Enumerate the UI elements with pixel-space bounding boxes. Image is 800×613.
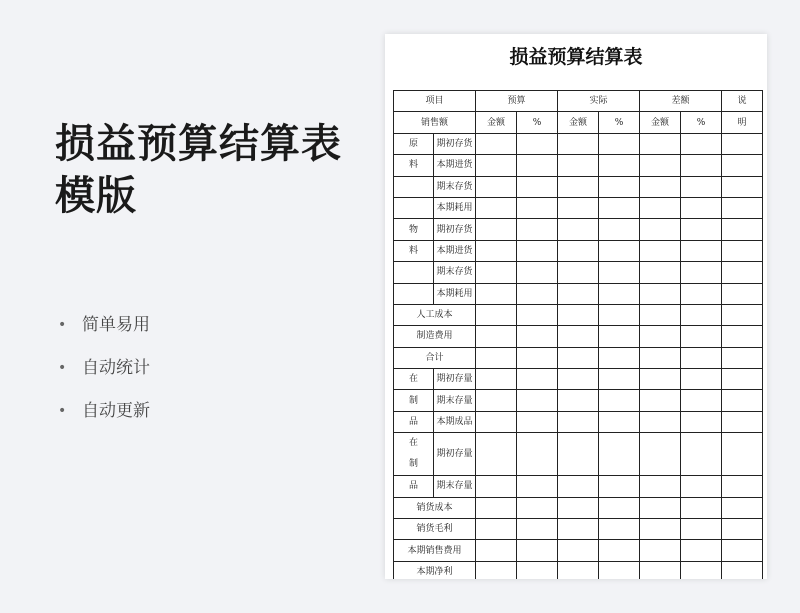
table-cell xyxy=(640,561,681,579)
table-row xyxy=(394,155,763,176)
table-row xyxy=(394,91,763,112)
table-cell xyxy=(394,197,434,218)
table-cell xyxy=(722,176,763,197)
table-cell xyxy=(558,219,599,240)
row-label: 销售额 xyxy=(394,112,476,133)
table-cell xyxy=(558,433,599,476)
table-cell xyxy=(517,176,558,197)
table-row xyxy=(394,347,763,368)
bullet-icon: • xyxy=(58,317,67,333)
table-cell xyxy=(599,497,640,518)
table-cell xyxy=(599,283,640,304)
table-cell xyxy=(640,219,681,240)
table-cell xyxy=(599,390,640,411)
header-cell: % xyxy=(599,112,640,133)
table-row xyxy=(394,519,763,540)
table-cell xyxy=(599,347,640,368)
group-label-char: 在 xyxy=(408,438,418,449)
table-cell xyxy=(599,176,640,197)
header-cell: % xyxy=(681,112,722,133)
table-cell xyxy=(681,519,722,540)
group-label: 料 xyxy=(394,240,434,261)
row-label: 制造费用 xyxy=(394,326,476,347)
table-cell xyxy=(517,197,558,218)
table-row xyxy=(394,304,763,325)
table-cell xyxy=(558,133,599,154)
table-cell xyxy=(681,433,722,476)
row-label: 本期耗用 xyxy=(434,283,476,304)
table-cell xyxy=(517,369,558,390)
table-cell xyxy=(640,326,681,347)
row-label: 期末存量 xyxy=(434,390,476,411)
table-cell xyxy=(681,326,722,347)
table-cell xyxy=(476,540,517,561)
table-cell xyxy=(476,411,517,432)
row-label: 期末存货 xyxy=(434,176,476,197)
row-label: 合计 xyxy=(394,347,476,368)
table-cell xyxy=(517,304,558,325)
header-cell: 明 xyxy=(722,112,763,133)
table-cell xyxy=(517,262,558,283)
table-cell xyxy=(476,176,517,197)
table-cell xyxy=(681,283,722,304)
table-row xyxy=(394,262,763,283)
header-cell: 金额 xyxy=(476,112,517,133)
table-cell xyxy=(517,390,558,411)
table-cell xyxy=(681,262,722,283)
table-cell xyxy=(722,497,763,518)
table-cell xyxy=(599,133,640,154)
document-preview xyxy=(385,34,767,579)
table-cell xyxy=(681,497,722,518)
table-cell xyxy=(599,540,640,561)
table-cell xyxy=(722,240,763,261)
table-row xyxy=(394,411,763,432)
table-cell xyxy=(599,155,640,176)
row-label: 本期进货 xyxy=(434,240,476,261)
table-cell xyxy=(558,326,599,347)
group-label xyxy=(394,433,434,476)
table-cell xyxy=(476,369,517,390)
feature-item xyxy=(58,312,150,355)
table-cell xyxy=(476,347,517,368)
table-row xyxy=(394,219,763,240)
table-cell xyxy=(722,283,763,304)
table-cell xyxy=(476,497,517,518)
table-cell xyxy=(681,240,722,261)
table-cell xyxy=(599,262,640,283)
table-cell xyxy=(476,240,517,261)
table-cell xyxy=(640,347,681,368)
table-cell xyxy=(558,304,599,325)
table-row xyxy=(394,540,763,561)
table-cell xyxy=(640,411,681,432)
table-cell xyxy=(517,561,558,579)
table-cell xyxy=(476,326,517,347)
header-cell: 金额 xyxy=(640,112,681,133)
table-cell xyxy=(558,197,599,218)
table-cell xyxy=(394,262,434,283)
row-label: 人工成本 xyxy=(394,304,476,325)
table-cell xyxy=(681,561,722,579)
row-label: 期末存量 xyxy=(434,476,476,497)
group-label-char: 制 xyxy=(408,459,418,470)
budget-table xyxy=(393,90,763,579)
table-cell xyxy=(681,133,722,154)
header-cell: % xyxy=(517,112,558,133)
table-cell xyxy=(722,540,763,561)
table-cell xyxy=(722,519,763,540)
table-cell xyxy=(722,411,763,432)
header-cell: 金额 xyxy=(558,112,599,133)
document-title: 损益预算结算表 xyxy=(509,46,643,68)
table-cell xyxy=(517,433,558,476)
group-label: 物 xyxy=(394,219,434,240)
feature-item xyxy=(58,355,150,398)
row-label: 销货毛利 xyxy=(394,519,476,540)
table-cell xyxy=(558,283,599,304)
table-cell xyxy=(558,540,599,561)
table-cell xyxy=(517,155,558,176)
table-row xyxy=(394,133,763,154)
table-cell xyxy=(722,326,763,347)
table-cell xyxy=(558,369,599,390)
row-label: 期初存量 xyxy=(434,433,476,476)
table-cell xyxy=(722,262,763,283)
table-cell xyxy=(517,240,558,261)
group-label: 制 xyxy=(394,390,434,411)
table-cell xyxy=(681,197,722,218)
table-cell xyxy=(640,540,681,561)
table-cell xyxy=(476,433,517,476)
table-cell xyxy=(599,561,640,579)
table-cell xyxy=(599,197,640,218)
table-cell xyxy=(640,133,681,154)
row-label: 期初存货 xyxy=(434,219,476,240)
table-cell xyxy=(722,219,763,240)
feature-list xyxy=(58,312,150,441)
table-cell xyxy=(476,283,517,304)
table-cell xyxy=(681,540,722,561)
table-cell xyxy=(640,369,681,390)
row-label: 本期耗用 xyxy=(434,197,476,218)
table-cell xyxy=(558,476,599,497)
table-cell xyxy=(640,519,681,540)
table-row xyxy=(394,240,763,261)
table-cell xyxy=(681,476,722,497)
table-row xyxy=(394,176,763,197)
header-cell: 预算 xyxy=(476,91,558,112)
row-label: 期末存货 xyxy=(434,262,476,283)
table-cell xyxy=(681,390,722,411)
row-label: 本期销售费用 xyxy=(394,540,476,561)
table-cell xyxy=(599,411,640,432)
table-cell xyxy=(599,519,640,540)
table-cell xyxy=(640,497,681,518)
table-cell xyxy=(681,411,722,432)
table-cell xyxy=(394,176,434,197)
table-cell xyxy=(722,561,763,579)
table-cell xyxy=(681,176,722,197)
table-row xyxy=(394,433,763,476)
table-row xyxy=(394,561,763,579)
table-cell xyxy=(722,155,763,176)
table-cell xyxy=(476,476,517,497)
table-cell xyxy=(681,219,722,240)
table-cell xyxy=(640,476,681,497)
table-cell xyxy=(558,240,599,261)
table-cell xyxy=(640,283,681,304)
table-cell xyxy=(558,561,599,579)
table-cell xyxy=(476,155,517,176)
table-cell xyxy=(558,497,599,518)
table-cell xyxy=(640,176,681,197)
table-cell xyxy=(517,497,558,518)
group-label: 原 xyxy=(394,133,434,154)
table-cell xyxy=(476,133,517,154)
table-cell xyxy=(681,369,722,390)
table-cell xyxy=(640,304,681,325)
table-cell xyxy=(599,369,640,390)
table-cell xyxy=(517,519,558,540)
table-cell xyxy=(640,240,681,261)
group-label: 品 xyxy=(394,411,434,432)
feature-label: 自动统计 xyxy=(82,358,150,378)
table-cell xyxy=(558,262,599,283)
table-cell xyxy=(476,390,517,411)
table-cell xyxy=(517,283,558,304)
table-cell xyxy=(558,347,599,368)
table-cell xyxy=(476,519,517,540)
table-cell xyxy=(640,433,681,476)
table-row xyxy=(394,197,763,218)
table-cell xyxy=(476,304,517,325)
group-label: 料 xyxy=(394,155,434,176)
table-cell xyxy=(599,219,640,240)
table-cell xyxy=(722,476,763,497)
table-row xyxy=(394,390,763,411)
row-label: 销货成本 xyxy=(394,497,476,518)
table-cell xyxy=(599,433,640,476)
table-cell xyxy=(722,347,763,368)
table-cell xyxy=(517,133,558,154)
table-row xyxy=(394,112,763,133)
feature-item xyxy=(58,398,150,441)
table-cell xyxy=(681,155,722,176)
table-cell xyxy=(476,197,517,218)
table-cell xyxy=(517,540,558,561)
table-cell xyxy=(558,519,599,540)
table-row xyxy=(394,497,763,518)
table-row xyxy=(394,326,763,347)
table-cell xyxy=(681,347,722,368)
table-cell xyxy=(640,390,681,411)
header-cell: 项目 xyxy=(394,91,476,112)
row-label: 期初存货 xyxy=(434,133,476,154)
feature-label: 简单易用 xyxy=(82,315,150,335)
page-title: 损益预算结算表模版 xyxy=(55,121,342,219)
header-cell: 差额 xyxy=(640,91,722,112)
left-panel xyxy=(0,0,380,613)
table-cell xyxy=(599,240,640,261)
table-cell xyxy=(476,262,517,283)
table-cell xyxy=(517,219,558,240)
header-cell: 说 xyxy=(722,91,763,112)
table-cell xyxy=(722,304,763,325)
table-cell xyxy=(394,283,434,304)
table-cell xyxy=(599,326,640,347)
table-cell xyxy=(681,304,722,325)
table-cell xyxy=(517,326,558,347)
table-cell xyxy=(517,476,558,497)
table-cell xyxy=(558,176,599,197)
table-row xyxy=(394,283,763,304)
feature-label: 自动更新 xyxy=(82,401,150,421)
row-label: 本期成品 xyxy=(434,411,476,432)
table-cell xyxy=(640,197,681,218)
table-cell xyxy=(599,476,640,497)
table-cell xyxy=(722,133,763,154)
bullet-icon: • xyxy=(58,403,67,419)
table-row xyxy=(394,476,763,497)
table-cell xyxy=(517,411,558,432)
table-cell xyxy=(722,390,763,411)
table-cell xyxy=(476,561,517,579)
row-label: 本期进货 xyxy=(434,155,476,176)
table-cell xyxy=(722,369,763,390)
table-cell xyxy=(558,390,599,411)
row-label: 本期净利 xyxy=(394,561,476,579)
table-cell xyxy=(640,262,681,283)
table-cell xyxy=(558,411,599,432)
group-label: 在 xyxy=(394,369,434,390)
bullet-icon: • xyxy=(58,360,67,376)
table-cell xyxy=(558,155,599,176)
table-cell xyxy=(599,304,640,325)
table-row xyxy=(394,369,763,390)
row-label: 期初存量 xyxy=(434,369,476,390)
group-label: 品 xyxy=(394,476,434,497)
table-cell xyxy=(517,347,558,368)
table-cell xyxy=(476,219,517,240)
table-cell xyxy=(722,197,763,218)
table-cell xyxy=(640,155,681,176)
header-cell: 实际 xyxy=(558,91,640,112)
table-cell xyxy=(722,433,763,476)
